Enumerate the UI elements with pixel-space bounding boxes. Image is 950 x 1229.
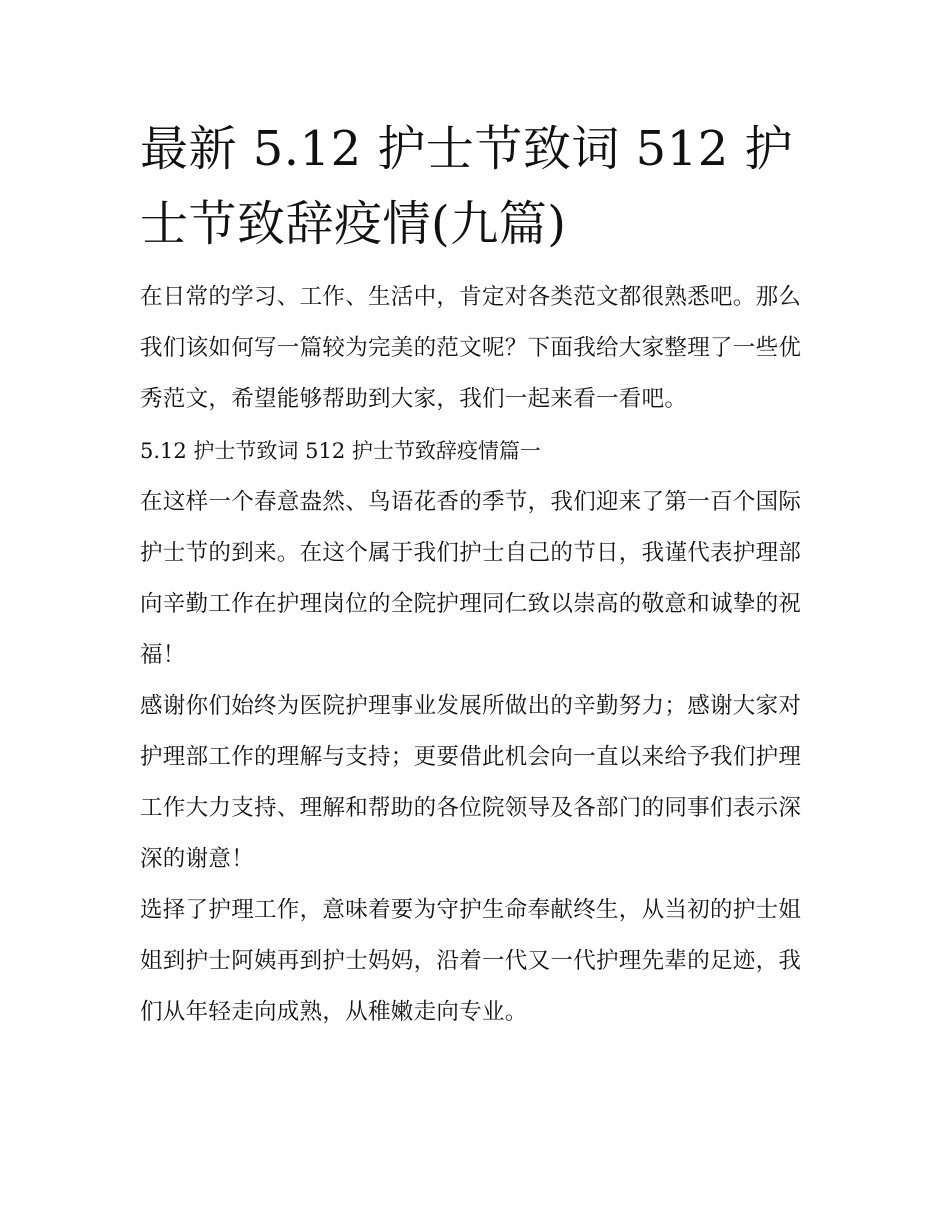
body-paragraph: 感谢你们始终为医院护理事业发展所做出的辛勤努力；感谢大家对护理部工作的理解与支持；更要借此机会向一直以来给予我们护理工作大力支持、理解和帮助的各位院领导及各部门的同事们表示深深的谢意！ (140, 693, 802, 872)
body-paragraph: 选择了护理工作，意味着要为守护生命奉献终生，从当初的护士姐姐到护士阿姨再到护士妈妈，沿着一代又一代护理先辈的足迹，我们从年轻走向成熟，从稚嫩走向专业。 (140, 897, 802, 1025)
intro-paragraph: 在日常的学习、工作、生活中，肯定对各类范文都很熟悉吧。那么我们该如何写一篇较为完美的范文呢？下面我给大家整理了一些优秀范文，希望能够帮助到大家，我们一起来看一看吧。 (140, 284, 802, 412)
document-content (140, 112, 820, 1038)
document-title: 最新 5.12 护士节致词 512 护士节致辞疫情(九篇) (140, 121, 794, 252)
body-paragraph: 在这样一个春意盎然、鸟语花香的季节，我们迎来了第一百个国际护士节的到来。在这个属于我们护士自己的节日，我谨代表护理部向辛勤工作在护理岗位的全院护理同仁致以崇高的敬意和诚挚的祝福！ (140, 489, 802, 668)
section-heading: 5.12 护士节致词 512 护士节致辞疫情篇一 (140, 439, 541, 463)
